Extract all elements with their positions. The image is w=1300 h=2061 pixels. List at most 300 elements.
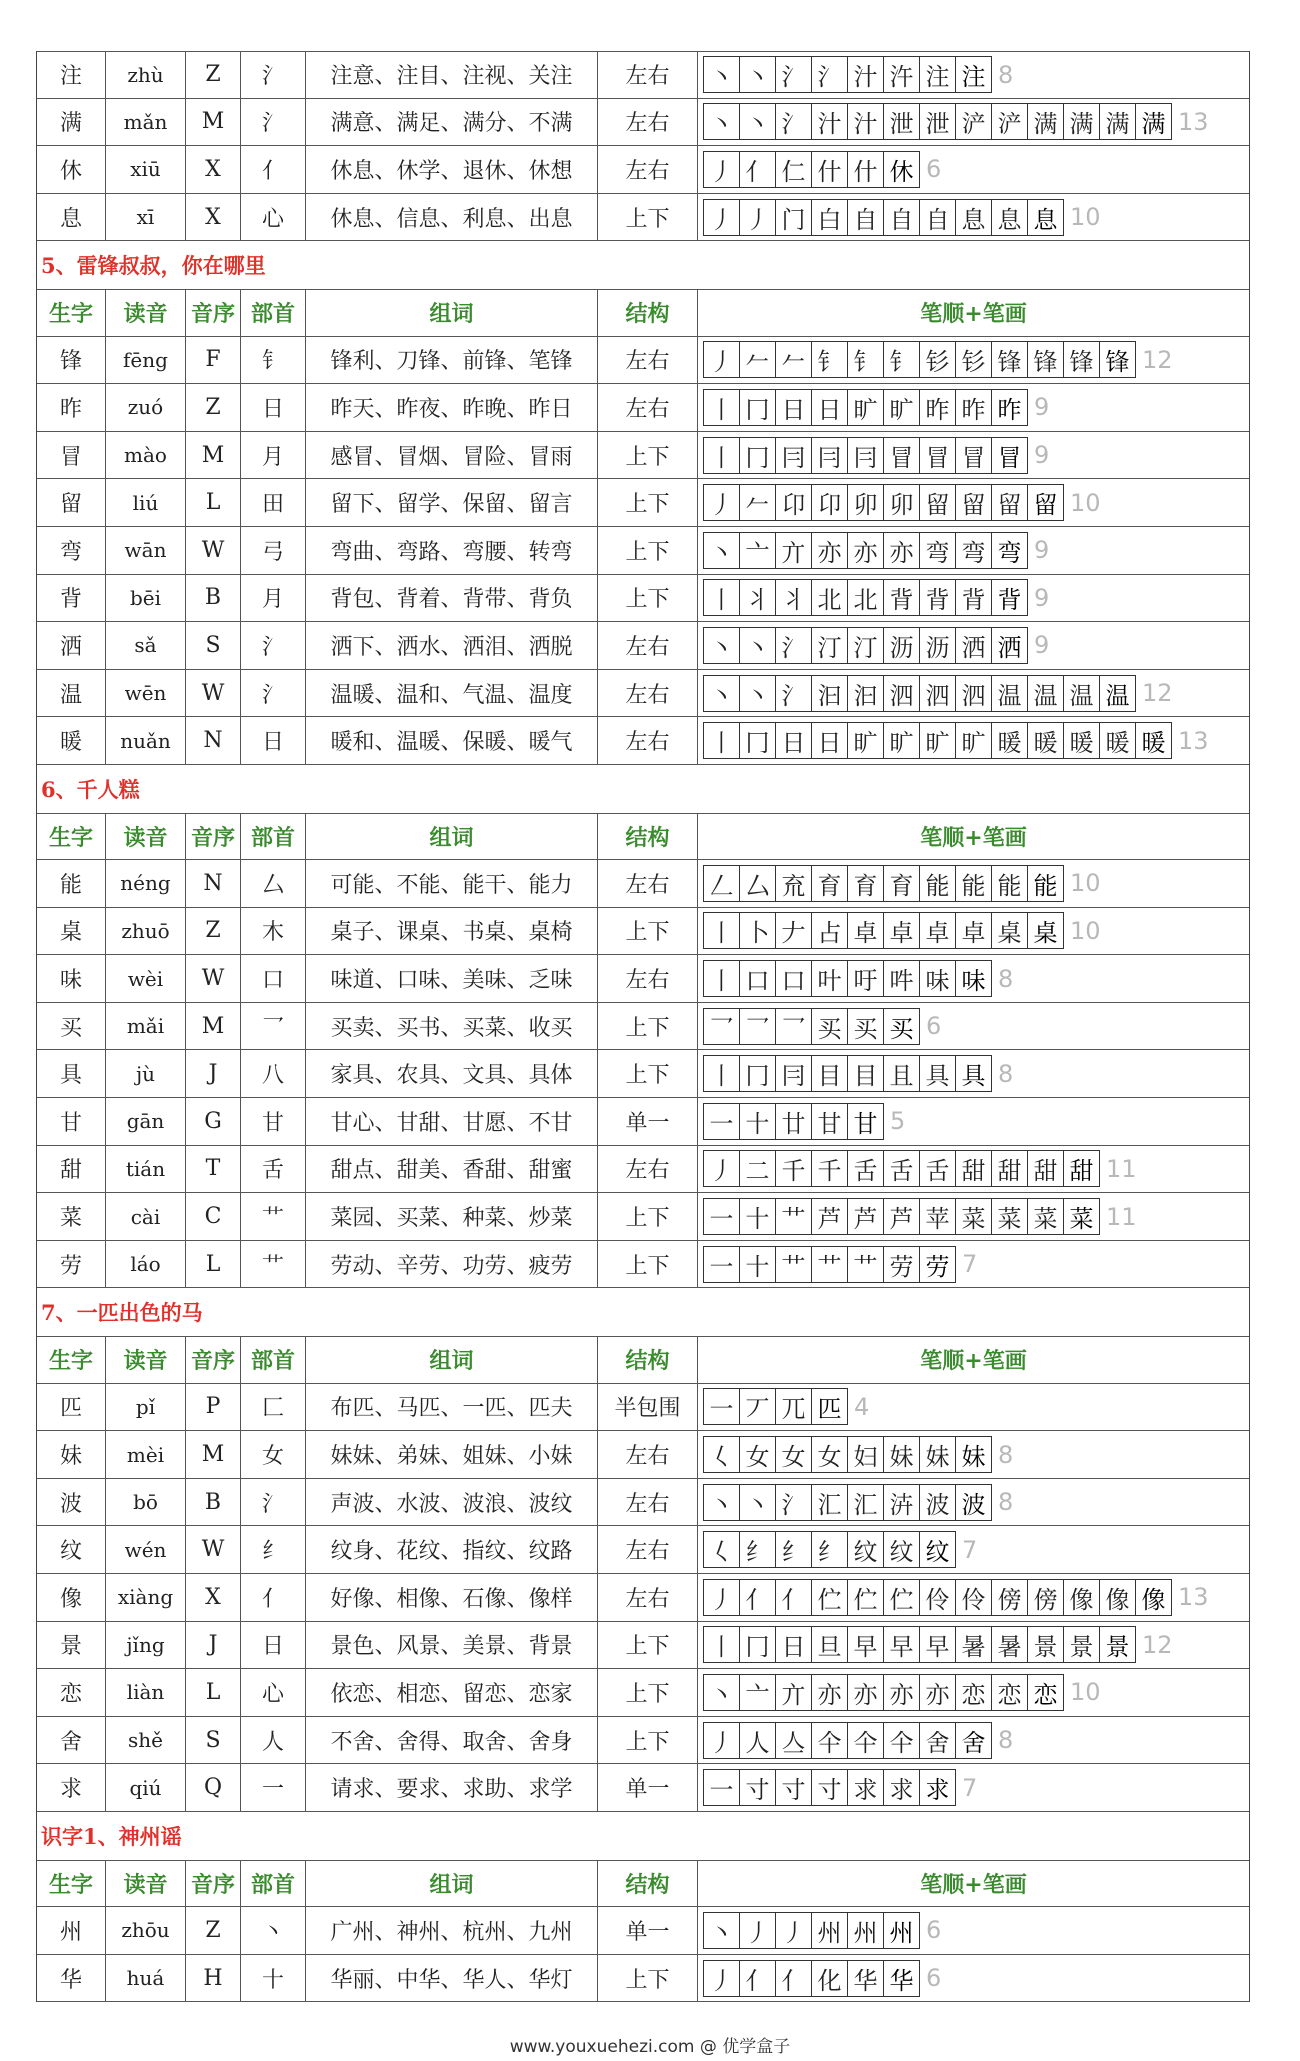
stroke-step-box: 纹 [919, 1531, 956, 1568]
stroke-step-box: 像 [1063, 1579, 1100, 1616]
table-row [37, 1526, 1249, 1574]
letter-cell: J [186, 1050, 241, 1097]
radical-cell: 八 [241, 1050, 306, 1097]
stroke-count: 4 [854, 1392, 870, 1421]
words-cell: 声波、水波、波浪、波纹 [306, 1479, 598, 1526]
stroke-step-box: 满 [1135, 103, 1172, 140]
stroke-step-box: 卜 [739, 912, 776, 949]
stroke-step-box: 锋 [1027, 341, 1064, 378]
stroke-step-box: 亦 [883, 1674, 920, 1711]
table-row [37, 1479, 1249, 1527]
stroke-step-box: 亠 [739, 1674, 776, 1711]
stroke-step-box: 甜 [1063, 1150, 1100, 1187]
stroke-step-box: 𡿨 [703, 1531, 740, 1568]
stroke-step-box: 千 [775, 1150, 812, 1187]
stroke-order-cell [698, 575, 1249, 622]
words-cell: 劳动、辛劳、功劳、疲劳 [306, 1241, 598, 1288]
stroke-step-box: 口 [739, 960, 776, 997]
stroke-step-box: 甘 [811, 1103, 848, 1140]
stroke-step-box: 能 [955, 865, 992, 902]
stroke-step-box: 丶 [703, 103, 740, 140]
table-row [37, 384, 1249, 432]
stroke-step-box: 注 [919, 56, 956, 93]
stroke-step-box: 冃 [775, 437, 812, 474]
pinyin-cell: néng [106, 860, 186, 907]
header-structure: 结构 [598, 1337, 698, 1383]
pinyin-cell: jǐng [106, 1622, 186, 1669]
stroke-step-box: 背 [955, 579, 992, 616]
stroke-step-box: 日 [775, 1626, 812, 1663]
stroke-step-box: 满 [1099, 103, 1136, 140]
stroke-step-box: 暖 [1135, 722, 1172, 759]
stroke-count: 10 [1070, 488, 1101, 517]
stroke-step-box: 厶 [739, 865, 776, 902]
stroke-step-box: 丶 [703, 627, 740, 664]
radical-cell: 一 [241, 1764, 306, 1811]
table-row [37, 1574, 1249, 1622]
stroke-count: 13 [1178, 726, 1209, 755]
char-cell: 波 [37, 1479, 106, 1526]
pinyin-cell: jù [106, 1050, 186, 1097]
words-cell: 感冒、冒烟、冒险、冒雨 [306, 432, 598, 479]
stroke-step-box: 昨 [919, 389, 956, 426]
stroke-step-box: 丨 [703, 722, 740, 759]
header-structure: 结构 [598, 814, 698, 860]
stroke-step-box: 芦 [883, 1198, 920, 1235]
letter-cell: B [186, 575, 241, 622]
table-row [37, 527, 1249, 575]
stroke-count: 10 [1070, 203, 1101, 232]
table-row [37, 194, 1249, 242]
table-row [37, 1098, 1249, 1146]
stroke-step-box: 泗 [883, 675, 920, 712]
pinyin-cell: huá [106, 1955, 186, 2002]
stroke-step-box: 甜 [955, 1150, 992, 1187]
stroke-step-box: 女 [811, 1436, 848, 1473]
char-cell: 甘 [37, 1098, 106, 1145]
structure-cell: 上下 [598, 1622, 698, 1669]
stroke-step-box: 昨 [955, 389, 992, 426]
stroke-step-box: 旷 [919, 722, 956, 759]
stroke-step-box: 休 [883, 151, 920, 188]
char-table [36, 813, 1250, 1289]
pinyin-cell: qiú [106, 1764, 186, 1811]
letter-cell: X [186, 1574, 241, 1621]
stroke-order-cell [698, 860, 1249, 907]
stroke-step-box: 纟 [811, 1531, 848, 1568]
stroke-step-box: 自 [919, 199, 956, 236]
letter-cell: X [186, 146, 241, 193]
stroke-step-box: 苹 [919, 1198, 956, 1235]
letter-cell: Z [186, 384, 241, 431]
radical-cell: 木 [241, 908, 306, 955]
pinyin-cell: xiàng [106, 1574, 186, 1621]
letter-cell: Q [186, 1764, 241, 1811]
structure-cell: 上下 [598, 432, 698, 479]
stroke-step-box: 卯 [847, 484, 884, 521]
stroke-step-box: 氵 [775, 627, 812, 664]
header-letter: 音序 [186, 814, 241, 860]
stroke-count: 8 [998, 1726, 1014, 1755]
char-cell: 州 [37, 1907, 106, 1954]
stroke-step-box: 丿 [703, 199, 740, 236]
stroke-step-box: 卯 [883, 484, 920, 521]
stroke-step-box: 温 [991, 675, 1028, 712]
stroke-step-box: 丶 [739, 627, 776, 664]
table-row [37, 1669, 1249, 1717]
stroke-count: 13 [1178, 1583, 1209, 1612]
table-row [37, 51, 1249, 99]
stroke-step-box: 寸 [811, 1769, 848, 1806]
stroke-step-box: 钅 [811, 341, 848, 378]
table-row [37, 575, 1249, 623]
stroke-step-box: 洒 [955, 627, 992, 664]
stroke-step-box: 丿 [703, 1722, 740, 1759]
structure-cell: 上下 [598, 1955, 698, 2002]
stroke-step-box: 芦 [811, 1198, 848, 1235]
stroke-order-cell [698, 432, 1249, 479]
stroke-order-cell [698, 1098, 1249, 1145]
stroke-step-box: 菜 [1027, 1198, 1064, 1235]
stroke-step-box: 菜 [991, 1198, 1028, 1235]
stroke-step-box: 𠃋 [703, 865, 740, 902]
structure-cell: 上下 [598, 479, 698, 526]
stroke-order-cell [698, 384, 1249, 431]
stroke-step-box: 亦 [919, 1674, 956, 1711]
stroke-step-box: 甜 [1027, 1150, 1064, 1187]
stroke-step-box: 甜 [991, 1150, 1028, 1187]
stroke-step-box: 求 [847, 1769, 884, 1806]
stroke-step-box: 亣 [775, 1674, 812, 1711]
structure-cell: 左右 [598, 717, 698, 764]
letter-cell: Z [186, 908, 241, 955]
letter-cell: W [186, 670, 241, 717]
stroke-step-box: 旷 [847, 389, 884, 426]
stroke-step-box: 亻 [739, 1579, 776, 1616]
stroke-step-box: 氵 [775, 103, 812, 140]
table-row [37, 99, 1249, 147]
stroke-step-box: 华 [847, 1960, 884, 1997]
stroke-step-box: 亦 [811, 1674, 848, 1711]
pinyin-cell: zuó [106, 384, 186, 431]
stroke-step-box: 女 [775, 1436, 812, 1473]
structure-cell: 上下 [598, 1003, 698, 1050]
char-table [36, 1336, 1250, 1812]
stroke-step-box: 弯 [991, 532, 1028, 569]
words-cell: 好像、相像、石像、像样 [306, 1574, 598, 1621]
stroke-step-box: 弯 [919, 532, 956, 569]
stroke-step-box: 妇 [847, 1436, 884, 1473]
stroke-order-cell [698, 527, 1249, 574]
stroke-step-box: 丿 [703, 1150, 740, 1187]
stroke-step-box: 氵 [775, 1484, 812, 1521]
stroke-step-box: 寸 [775, 1769, 812, 1806]
char-cell: 背 [37, 575, 106, 622]
table-row [37, 479, 1249, 527]
table-row [37, 908, 1249, 956]
pinyin-cell: bēi [106, 575, 186, 622]
words-cell: 甜点、甜美、香甜、甜蜜 [306, 1146, 598, 1193]
table-row [37, 1384, 1249, 1432]
stroke-step-box: 甘 [847, 1103, 884, 1140]
stroke-step-box: 匹 [811, 1388, 848, 1425]
words-cell: 华丽、中华、华人、华灯 [306, 1955, 598, 2002]
stroke-step-box: 冂 [739, 437, 776, 474]
stroke-step-box: 且 [883, 1055, 920, 1092]
stroke-step-box: 景 [1063, 1626, 1100, 1663]
stroke-count: 9 [1034, 583, 1050, 612]
stroke-step-box: 丨 [703, 1626, 740, 1663]
stroke-step-box: 寸 [739, 1769, 776, 1806]
words-cell: 暖和、温暖、保暖、暖气 [306, 717, 598, 764]
char-cell: 息 [37, 194, 106, 241]
stroke-step-box: 目 [811, 1055, 848, 1092]
stroke-order-cell [698, 1479, 1249, 1526]
char-table [36, 51, 1250, 241]
words-cell: 布匹、马匹、一匹、匹夫 [306, 1384, 598, 1431]
char-cell: 恋 [37, 1669, 106, 1716]
char-cell: 弯 [37, 527, 106, 574]
stroke-count: 6 [926, 155, 942, 184]
table-row [37, 432, 1249, 480]
structure-cell: 左右 [598, 860, 698, 907]
stroke-order-cell [698, 1717, 1249, 1764]
letter-cell: L [186, 1669, 241, 1716]
radical-cell: 氵 [241, 52, 306, 98]
stroke-step-box: 汇 [847, 1484, 884, 1521]
stroke-step-box: 菜 [955, 1198, 992, 1235]
stroke-step-box: 伫 [847, 1579, 884, 1616]
stroke-step-box: 泄 [883, 103, 920, 140]
structure-cell: 左右 [598, 622, 698, 669]
stroke-step-box: 留 [991, 484, 1028, 521]
stroke-step-box: 州 [883, 1912, 920, 1949]
radical-cell: 氵 [241, 99, 306, 146]
stroke-step-box: 口 [775, 960, 812, 997]
stroke-order-cell [698, 622, 1249, 669]
structure-cell: 左右 [598, 1146, 698, 1193]
stroke-step-box: 丨 [703, 579, 740, 616]
stroke-step-box: 暑 [955, 1626, 992, 1663]
radical-cell: 乛 [241, 1003, 306, 1050]
radical-cell: 月 [241, 432, 306, 479]
stroke-step-box: 温 [1063, 675, 1100, 712]
stroke-step-box: 背 [883, 579, 920, 616]
structure-cell: 单一 [598, 1764, 698, 1811]
stroke-step-box: 十 [739, 1198, 776, 1235]
stroke-step-box: 丨 [703, 389, 740, 426]
stroke-step-box: 艹 [775, 1246, 812, 1283]
stroke-step-box: 锋 [1063, 341, 1100, 378]
stroke-step-box: 卬 [811, 484, 848, 521]
stroke-order-cell [698, 1955, 1249, 2002]
stroke-step-box: 锋 [991, 341, 1028, 378]
header-char: 生字 [37, 290, 106, 336]
words-cell: 不舍、舍得、取舍、舍身 [306, 1717, 598, 1764]
structure-cell: 左右 [598, 1526, 698, 1573]
header-letter: 音序 [186, 1337, 241, 1383]
char-cell: 妹 [37, 1431, 106, 1478]
stroke-step-box: 满 [1063, 103, 1100, 140]
letter-cell: M [186, 1003, 241, 1050]
table-row [37, 1146, 1249, 1194]
words-cell: 菜园、买菜、种菜、炒菜 [306, 1193, 598, 1240]
stroke-step-box: 丨 [703, 912, 740, 949]
stroke-step-box: 暖 [1027, 722, 1064, 759]
stroke-count: 7 [962, 1535, 978, 1564]
section-title: 7、一匹出色的马 [36, 1288, 1250, 1336]
words-cell: 景色、风景、美景、背景 [306, 1622, 598, 1669]
stroke-step-box: 舌 [847, 1150, 884, 1187]
header-structure: 结构 [598, 1861, 698, 1907]
stroke-step-box: 钅 [847, 341, 884, 378]
stroke-step-box: 㐬 [775, 865, 812, 902]
table-row [37, 1622, 1249, 1670]
stroke-step-box: 艹 [811, 1246, 848, 1283]
words-cell: 广州、神州、杭州、九州 [306, 1907, 598, 1954]
char-cell: 留 [37, 479, 106, 526]
header-radical: 部首 [241, 290, 306, 336]
stroke-order-cell [698, 1907, 1249, 1954]
stroke-step-box: 妹 [883, 1436, 920, 1473]
stroke-step-box: 门 [775, 199, 812, 236]
stroke-step-box: 能 [1027, 865, 1064, 902]
words-cell: 温暖、温和、气温、温度 [306, 670, 598, 717]
letter-cell: C [186, 1193, 241, 1240]
stroke-step-box: 洒 [991, 627, 1028, 664]
char-cell: 景 [37, 1622, 106, 1669]
stroke-step-box: 十 [739, 1246, 776, 1283]
structure-cell: 左右 [598, 1574, 698, 1621]
stroke-count: 8 [998, 1488, 1014, 1517]
structure-cell: 左右 [598, 1431, 698, 1478]
words-cell: 甘心、甘甜、甘愿、不甘 [306, 1098, 598, 1145]
letter-cell: T [186, 1146, 241, 1193]
char-cell: 买 [37, 1003, 106, 1050]
stroke-step-box: 仐 [811, 1722, 848, 1759]
stroke-step-box: 沥 [919, 627, 956, 664]
stroke-step-box: 亼 [775, 1722, 812, 1759]
stroke-step-box: 具 [919, 1055, 956, 1092]
table-row [37, 146, 1249, 194]
stroke-step-box: 亻 [739, 1960, 776, 1997]
stroke-step-box: 留 [919, 484, 956, 521]
table-header-row [37, 813, 1249, 861]
radical-cell: 舌 [241, 1146, 306, 1193]
stroke-count: 8 [998, 964, 1014, 993]
char-cell: 舍 [37, 1717, 106, 1764]
stroke-step-box: 舌 [883, 1150, 920, 1187]
words-cell: 满意、满足、满分、不满 [306, 99, 598, 146]
stroke-count: 9 [1034, 441, 1050, 470]
structure-cell: 左右 [598, 670, 698, 717]
radical-cell: 月 [241, 575, 306, 622]
char-cell: 华 [37, 1955, 106, 2002]
table-row [37, 337, 1249, 385]
stroke-order-cell [698, 955, 1249, 1002]
stroke-step-box: 旷 [883, 389, 920, 426]
stroke-count: 8 [998, 1059, 1014, 1088]
stroke-order-cell [698, 717, 1249, 764]
stroke-step-box: 目 [847, 1055, 884, 1092]
structure-cell: 上下 [598, 194, 698, 241]
stroke-step-box: 纹 [847, 1531, 884, 1568]
radical-cell: 氵 [241, 1479, 306, 1526]
stroke-count: 6 [926, 1916, 942, 1945]
stroke-step-box: 味 [919, 960, 956, 997]
radical-cell: 日 [241, 1622, 306, 1669]
stroke-count: 8 [998, 1440, 1014, 1469]
stroke-step-box: 北 [847, 579, 884, 616]
radical-cell: 心 [241, 1669, 306, 1716]
stroke-step-box: 芦 [847, 1198, 884, 1235]
stroke-step-box: 占 [811, 912, 848, 949]
stroke-step-box: 求 [919, 1769, 956, 1806]
stroke-step-box: 吽 [883, 960, 920, 997]
stroke-step-box: 暖 [1099, 722, 1136, 759]
stroke-step-box: 波 [955, 1484, 992, 1521]
stroke-step-box: 艹 [775, 1198, 812, 1235]
stroke-step-box: 丶 [739, 56, 776, 93]
stroke-step-box: 冃 [847, 437, 884, 474]
stroke-step-box: 卓 [847, 912, 884, 949]
letter-cell: G [186, 1098, 241, 1145]
stroke-step-box: 𠂉 [739, 341, 776, 378]
radical-cell: 钅 [241, 337, 306, 384]
header-letter: 音序 [186, 1861, 241, 1907]
char-cell: 洒 [37, 622, 106, 669]
stroke-count: 9 [1034, 536, 1050, 565]
stroke-step-box: 冒 [991, 437, 1028, 474]
stroke-step-box: 乛 [703, 1008, 740, 1045]
stroke-step-box: 能 [919, 865, 956, 902]
stroke-step-box: 冒 [919, 437, 956, 474]
stroke-step-box: 白 [811, 199, 848, 236]
stroke-step-box: 像 [1135, 1579, 1172, 1616]
pinyin-cell: zhōu [106, 1907, 186, 1954]
stroke-step-box: 亦 [847, 532, 884, 569]
header-letter: 音序 [186, 290, 241, 336]
stroke-step-box: 吁 [847, 960, 884, 997]
stroke-step-box: 氵 [775, 56, 812, 93]
table-row [37, 1431, 1249, 1479]
stroke-step-box: 亦 [811, 532, 848, 569]
letter-cell: F [186, 337, 241, 384]
radical-cell: 艹 [241, 1193, 306, 1240]
pinyin-cell: wān [106, 527, 186, 574]
stroke-order-cell [698, 1574, 1249, 1621]
stroke-step-box: 丶 [703, 532, 740, 569]
stroke-step-box: 冂 [739, 1626, 776, 1663]
stroke-step-box: 旷 [847, 722, 884, 759]
char-cell: 桌 [37, 908, 106, 955]
stroke-step-box: 舍 [955, 1722, 992, 1759]
pinyin-cell: sǎ [106, 622, 186, 669]
stroke-step-box: 妹 [955, 1436, 992, 1473]
stroke-step-box: 劳 [919, 1246, 956, 1283]
stroke-step-box: 一 [703, 1769, 740, 1806]
stroke-step-box: 浐 [955, 103, 992, 140]
stroke-count: 10 [1070, 869, 1101, 898]
vocab-document [36, 51, 1250, 2002]
stroke-step-box: 汇 [811, 1484, 848, 1521]
stroke-order-cell [698, 1431, 1249, 1478]
table-header-row [37, 1860, 1249, 1908]
char-cell: 菜 [37, 1193, 106, 1240]
stroke-count: 10 [1070, 1678, 1101, 1707]
table-row [37, 670, 1249, 718]
structure-cell: 左右 [598, 337, 698, 384]
